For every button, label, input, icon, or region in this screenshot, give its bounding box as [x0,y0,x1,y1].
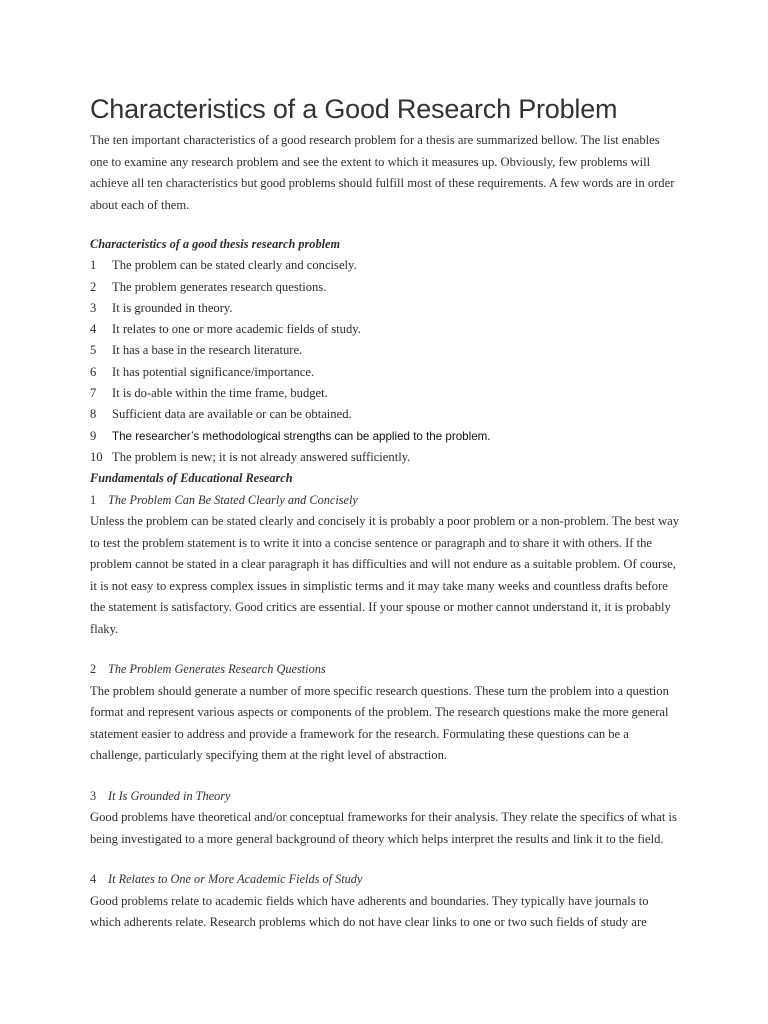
list-text: It is grounded in theory. [112,300,233,315]
list-text: It is do-able within the time frame, budget. [112,386,328,401]
list-title: Characteristics of a good thesis research problem [90,237,341,251]
characteristics-list [90,255,680,468]
section-title: It Relates to One or More Academic Fields of Study [108,872,363,887]
list-text: It has potential significance/importance. [112,364,315,379]
section-number: 2 [90,662,97,677]
list-item [90,404,680,425]
spacer [90,767,680,786]
list-number: 10 [90,449,103,464]
page-title: Characteristics of a Good Research Problem [90,94,618,124]
fundamentals-title: Fundamentals of Educational Research [90,471,293,486]
section-number: 3 [90,788,97,803]
section-title: It Is Grounded in Theory [108,788,231,803]
list-number: 4 [90,322,97,337]
list-number: 9 [90,428,97,443]
section-4 [90,869,680,934]
section-body: Unless the problem can be stated clearly and concisely it is probably a poor problem or a non-problem. The best way to test the problem statement is to write it into a concise sentence or paragraph and to share it with others. If the problem cannot be stated in a clear paragraph it has difficulties and will not endure as a suitable problem. Of course, it is not easy to express complex issues in simplistic terms and it may take many weeks and countless drafts before the statement is satisfactory. Good critics are essential. If your spouse or mother cannot understand it, it is probably flaky. [90,514,680,636]
spacer [90,640,680,659]
section-heading [90,490,680,512]
list-text: It has a base in the research literature. [112,343,303,358]
section-number: 1 [90,492,97,507]
list-text: The problem is new; it is not already answered sufficiently. [112,449,411,464]
section-body: Good problems have theoretical and/or conceptual frameworks for their analysis. They relate the specifics of what is being investigated to a more general background of theory which helps interpret the results and link it to the field. [90,810,677,846]
list-item [90,447,680,468]
list-number: 5 [90,343,97,358]
list-text: The researcher’s methodological strengths can be applied to the problem. [112,429,491,443]
section-heading [90,786,680,808]
list-item [90,340,680,361]
list-text: It relates to one or more academic fields of study. [112,322,361,337]
list-item [90,426,680,447]
list-number: 1 [90,258,97,273]
section-title: The Problem Generates Research Questions [108,662,326,677]
section-2 [90,659,680,767]
list-item [90,277,680,298]
list-item [90,383,680,404]
list-text: The problem generates research questions. [112,279,327,294]
list-number: 3 [90,300,97,315]
list-number: 6 [90,364,97,379]
section-body: The problem should generate a number of more specific research questions. These turn the problem into a question format and represent various aspects or components of the problem. The research questions make the more general statement easier to address and provide a framework for the research. Formulating these questions can be a challenge, particularly specifying them at the right level of abstraction. [90,683,669,763]
list-text: The problem can be stated clearly and concisely. [112,258,357,273]
section-body: Good problems relate to academic fields which have adherents and boundaries. They typically have journals to which adherents relate. Research problems which do not have clear links to one or two such fields of study are [90,893,649,930]
section-heading [90,659,680,681]
list-number: 7 [90,386,97,401]
spacer [90,850,680,869]
list-item [90,362,680,383]
section-number: 4 [90,872,97,887]
list-number: 2 [90,279,97,294]
section-3 [90,786,680,851]
list-item [90,298,680,319]
section-heading [90,869,680,891]
list-text: Sufficient data are available or can be obtained. [112,407,352,422]
list-number: 8 [90,407,97,422]
list-item [90,255,680,276]
section-1 [90,490,680,641]
section-title: The Problem Can Be Stated Clearly and Concisely [108,492,358,507]
list-item [90,319,680,340]
intro-paragraph: The ten important characteristics of a good research problem for a thesis are summarized bellow. The list enables one to examine any research problem and see the extent to which it measures up. Obviously, few problems will achieve all ten characteristics but good problems should fulfill most of these requirements. A few words are in order about each of them. [90,133,675,212]
